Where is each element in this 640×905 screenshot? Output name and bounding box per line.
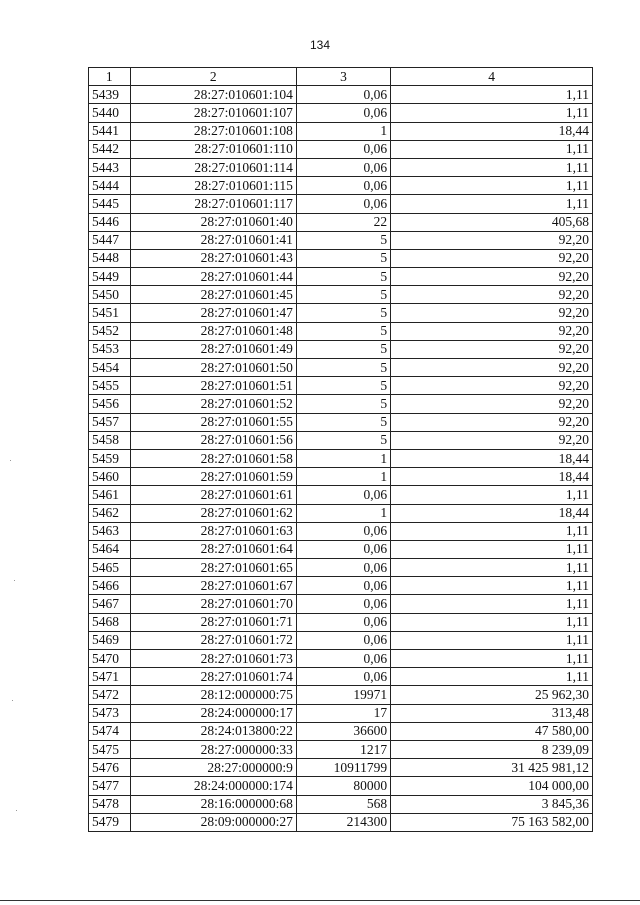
cadastral-number-cell: 28:27:010601:107 bbox=[130, 104, 296, 122]
area-cell: 0,06 bbox=[296, 522, 390, 540]
area-cell: 1 bbox=[296, 468, 390, 486]
area-cell: 5 bbox=[296, 268, 390, 286]
value-cell: 92,20 bbox=[391, 249, 593, 267]
value-cell: 1,11 bbox=[391, 577, 593, 595]
column-header-2: 2 bbox=[130, 68, 296, 86]
area-cell: 5 bbox=[296, 395, 390, 413]
value-cell: 104 000,00 bbox=[391, 777, 593, 795]
area-cell: 17 bbox=[296, 704, 390, 722]
value-cell: 75 163 582,00 bbox=[391, 813, 593, 831]
table-row bbox=[89, 359, 593, 377]
value-cell: 25 962,30 bbox=[391, 686, 593, 704]
row-number-cell: 5451 bbox=[89, 304, 131, 322]
column-header-4: 4 bbox=[391, 68, 593, 86]
value-cell: 18,44 bbox=[391, 468, 593, 486]
value-cell: 1,11 bbox=[391, 631, 593, 649]
cadastral-number-cell: 28:27:010601:44 bbox=[130, 268, 296, 286]
cadastral-number-cell: 28:27:010601:47 bbox=[130, 304, 296, 322]
row-number-cell: 5457 bbox=[89, 413, 131, 431]
row-number-cell: 5473 bbox=[89, 704, 131, 722]
row-number-cell: 5439 bbox=[89, 86, 131, 104]
value-cell: 313,48 bbox=[391, 704, 593, 722]
table-row bbox=[89, 395, 593, 413]
area-cell: 19971 bbox=[296, 686, 390, 704]
row-number-cell: 5475 bbox=[89, 740, 131, 758]
cadastral-number-cell: 28:27:010601:110 bbox=[130, 140, 296, 158]
row-number-cell: 5476 bbox=[89, 759, 131, 777]
area-cell: 0,06 bbox=[296, 577, 390, 595]
cadastral-number-cell: 28:27:010601:74 bbox=[130, 668, 296, 686]
area-cell: 22 bbox=[296, 213, 390, 231]
table-row bbox=[89, 540, 593, 558]
cadastral-number-cell: 28:27:010601:65 bbox=[130, 559, 296, 577]
row-number-cell: 5462 bbox=[89, 504, 131, 522]
value-cell: 405,68 bbox=[391, 213, 593, 231]
row-number-cell: 5469 bbox=[89, 631, 131, 649]
row-number-cell: 5454 bbox=[89, 359, 131, 377]
row-number-cell: 5460 bbox=[89, 468, 131, 486]
value-cell: 1,11 bbox=[391, 86, 593, 104]
row-number-cell: 5442 bbox=[89, 140, 131, 158]
value-cell: 1,11 bbox=[391, 522, 593, 540]
table-row bbox=[89, 340, 593, 358]
table-row bbox=[89, 377, 593, 395]
value-cell: 31 425 981,12 bbox=[391, 759, 593, 777]
cadastral-number-cell: 28:27:010601:71 bbox=[130, 613, 296, 631]
table-row bbox=[89, 686, 593, 704]
value-cell: 1,11 bbox=[391, 650, 593, 668]
row-number-cell: 5440 bbox=[89, 104, 131, 122]
area-cell: 5 bbox=[296, 322, 390, 340]
row-number-cell: 5461 bbox=[89, 486, 131, 504]
cadastral-number-cell: 28:27:010601:70 bbox=[130, 595, 296, 613]
table-row bbox=[89, 795, 593, 813]
table-row bbox=[89, 322, 593, 340]
area-cell: 0,06 bbox=[296, 613, 390, 631]
cadastral-number-cell: 28:27:010601:61 bbox=[130, 486, 296, 504]
area-cell: 568 bbox=[296, 795, 390, 813]
area-cell: 0,06 bbox=[296, 668, 390, 686]
cadastral-number-cell: 28:27:010601:73 bbox=[130, 650, 296, 668]
row-number-cell: 5453 bbox=[89, 340, 131, 358]
cadastral-number-cell: 28:27:010601:40 bbox=[130, 213, 296, 231]
row-number-cell: 5479 bbox=[89, 813, 131, 831]
row-number-cell: 5468 bbox=[89, 613, 131, 631]
cadastral-number-cell: 28:27:010601:56 bbox=[130, 431, 296, 449]
cadastral-number-cell: 28:27:010601:117 bbox=[130, 195, 296, 213]
value-cell: 1,11 bbox=[391, 559, 593, 577]
row-number-cell: 5472 bbox=[89, 686, 131, 704]
area-cell: 0,06 bbox=[296, 595, 390, 613]
value-cell: 47 580,00 bbox=[391, 722, 593, 740]
value-cell: 92,20 bbox=[391, 322, 593, 340]
row-number-cell: 5477 bbox=[89, 777, 131, 795]
area-cell: 0,06 bbox=[296, 158, 390, 176]
area-cell: 5 bbox=[296, 359, 390, 377]
cadastral-number-cell: 28:27:010601:58 bbox=[130, 449, 296, 467]
value-cell: 1,11 bbox=[391, 540, 593, 558]
table-row bbox=[89, 86, 593, 104]
cadastral-number-cell: 28:27:010601:72 bbox=[130, 631, 296, 649]
table-row bbox=[89, 504, 593, 522]
value-cell: 1,11 bbox=[391, 177, 593, 195]
value-cell: 18,44 bbox=[391, 504, 593, 522]
value-cell: 92,20 bbox=[391, 268, 593, 286]
table-row bbox=[89, 231, 593, 249]
table-row bbox=[89, 740, 593, 758]
cadastral-number-cell: 28:27:000000:9 bbox=[130, 759, 296, 777]
cadastral-number-cell: 28:27:010601:43 bbox=[130, 249, 296, 267]
value-cell: 1,11 bbox=[391, 668, 593, 686]
area-cell: 0,06 bbox=[296, 631, 390, 649]
table-row bbox=[89, 759, 593, 777]
area-cell: 5 bbox=[296, 304, 390, 322]
table-row bbox=[89, 304, 593, 322]
cadastral-number-cell: 28:27:010601:62 bbox=[130, 504, 296, 522]
header-row bbox=[89, 68, 593, 86]
table-header bbox=[89, 68, 593, 86]
table-row bbox=[89, 631, 593, 649]
scan-speck bbox=[16, 810, 17, 811]
row-number-cell: 5465 bbox=[89, 559, 131, 577]
table-row bbox=[89, 213, 593, 231]
cadastral-number-cell: 28:27:010601:67 bbox=[130, 577, 296, 595]
cadastral-number-cell: 28:27:010601:41 bbox=[130, 231, 296, 249]
table-body bbox=[89, 86, 593, 832]
row-number-cell: 5456 bbox=[89, 395, 131, 413]
table-row bbox=[89, 249, 593, 267]
value-cell: 1,11 bbox=[391, 140, 593, 158]
table-row bbox=[89, 722, 593, 740]
table-row bbox=[89, 522, 593, 540]
table-row bbox=[89, 104, 593, 122]
row-number-cell: 5448 bbox=[89, 249, 131, 267]
area-cell: 0,06 bbox=[296, 486, 390, 504]
table-row bbox=[89, 195, 593, 213]
table-row bbox=[89, 431, 593, 449]
row-number-cell: 5455 bbox=[89, 377, 131, 395]
table-row bbox=[89, 577, 593, 595]
area-cell: 0,06 bbox=[296, 650, 390, 668]
area-cell: 5 bbox=[296, 340, 390, 358]
value-cell: 18,44 bbox=[391, 449, 593, 467]
cadastral-number-cell: 28:27:010601:115 bbox=[130, 177, 296, 195]
column-header-3: 3 bbox=[296, 68, 390, 86]
row-number-cell: 5478 bbox=[89, 795, 131, 813]
value-cell: 18,44 bbox=[391, 122, 593, 140]
area-cell: 1 bbox=[296, 122, 390, 140]
row-number-cell: 5450 bbox=[89, 286, 131, 304]
table-row bbox=[89, 177, 593, 195]
row-number-cell: 5471 bbox=[89, 668, 131, 686]
row-number-cell: 5467 bbox=[89, 595, 131, 613]
table-row bbox=[89, 813, 593, 831]
value-cell: 1,11 bbox=[391, 486, 593, 504]
cadastral-number-cell: 28:27:010601:59 bbox=[130, 468, 296, 486]
row-number-cell: 5474 bbox=[89, 722, 131, 740]
value-cell: 92,20 bbox=[391, 231, 593, 249]
area-cell: 10911799 bbox=[296, 759, 390, 777]
table-row bbox=[89, 158, 593, 176]
table-row bbox=[89, 613, 593, 631]
area-cell: 5 bbox=[296, 413, 390, 431]
area-cell: 1 bbox=[296, 504, 390, 522]
row-number-cell: 5443 bbox=[89, 158, 131, 176]
value-cell: 92,20 bbox=[391, 395, 593, 413]
cadastral-number-cell: 28:27:010601:114 bbox=[130, 158, 296, 176]
value-cell: 1,11 bbox=[391, 158, 593, 176]
table-row bbox=[89, 704, 593, 722]
page-number: 134 bbox=[309, 38, 331, 52]
area-cell: 1 bbox=[296, 449, 390, 467]
row-number-cell: 5463 bbox=[89, 522, 131, 540]
row-number-cell: 5449 bbox=[89, 268, 131, 286]
cadastral-number-cell: 28:16:000000:68 bbox=[130, 795, 296, 813]
row-number-cell: 5441 bbox=[89, 122, 131, 140]
area-cell: 5 bbox=[296, 377, 390, 395]
table-row bbox=[89, 122, 593, 140]
area-cell: 5 bbox=[296, 286, 390, 304]
area-cell: 5 bbox=[296, 231, 390, 249]
row-number-cell: 5452 bbox=[89, 322, 131, 340]
area-cell: 0,06 bbox=[296, 104, 390, 122]
table-row bbox=[89, 468, 593, 486]
area-cell: 0,06 bbox=[296, 540, 390, 558]
value-cell: 92,20 bbox=[391, 431, 593, 449]
table-row bbox=[89, 668, 593, 686]
table-row bbox=[89, 650, 593, 668]
table-row bbox=[89, 559, 593, 577]
value-cell: 92,20 bbox=[391, 340, 593, 358]
table-row bbox=[89, 268, 593, 286]
cadastral-number-cell: 28:27:000000:33 bbox=[130, 740, 296, 758]
value-cell: 92,20 bbox=[391, 377, 593, 395]
area-cell: 0,06 bbox=[296, 559, 390, 577]
cadastral-number-cell: 28:24:000000:174 bbox=[130, 777, 296, 795]
value-cell: 92,20 bbox=[391, 359, 593, 377]
table-row bbox=[89, 777, 593, 795]
area-cell: 0,06 bbox=[296, 177, 390, 195]
row-number-cell: 5464 bbox=[89, 540, 131, 558]
value-cell: 1,11 bbox=[391, 613, 593, 631]
cadastral-number-cell: 28:24:013800:22 bbox=[130, 722, 296, 740]
table-row bbox=[89, 449, 593, 467]
row-number-cell: 5470 bbox=[89, 650, 131, 668]
cadastral-number-cell: 28:27:010601:104 bbox=[130, 86, 296, 104]
value-cell: 1,11 bbox=[391, 195, 593, 213]
cadastral-number-cell: 28:27:010601:108 bbox=[130, 122, 296, 140]
row-number-cell: 5466 bbox=[89, 577, 131, 595]
area-cell: 1217 bbox=[296, 740, 390, 758]
cadastral-number-cell: 28:24:000000:17 bbox=[130, 704, 296, 722]
row-number-cell: 5446 bbox=[89, 213, 131, 231]
scan-speck bbox=[14, 580, 15, 581]
row-number-cell: 5447 bbox=[89, 231, 131, 249]
value-cell: 92,20 bbox=[391, 413, 593, 431]
scan-bottom-edge bbox=[0, 900, 640, 901]
table-row bbox=[89, 486, 593, 504]
area-cell: 80000 bbox=[296, 777, 390, 795]
value-cell: 3 845,36 bbox=[391, 795, 593, 813]
value-cell: 8 239,09 bbox=[391, 740, 593, 758]
area-cell: 0,06 bbox=[296, 195, 390, 213]
area-cell: 36600 bbox=[296, 722, 390, 740]
area-cell: 0,06 bbox=[296, 86, 390, 104]
cadastral-number-cell: 28:27:010601:45 bbox=[130, 286, 296, 304]
cadastral-number-cell: 28:27:010601:55 bbox=[130, 413, 296, 431]
scan-speck bbox=[10, 460, 11, 461]
area-cell: 0,06 bbox=[296, 140, 390, 158]
cadastral-number-cell: 28:27:010601:52 bbox=[130, 395, 296, 413]
value-cell: 92,20 bbox=[391, 304, 593, 322]
cadastral-number-cell: 28:27:010601:48 bbox=[130, 322, 296, 340]
table-row bbox=[89, 595, 593, 613]
land-plot-table bbox=[88, 67, 593, 832]
cadastral-number-cell: 28:27:010601:49 bbox=[130, 340, 296, 358]
cadastral-number-cell: 28:27:010601:63 bbox=[130, 522, 296, 540]
column-header-1: 1 bbox=[89, 68, 131, 86]
area-cell: 5 bbox=[296, 249, 390, 267]
cadastral-number-cell: 28:12:000000:75 bbox=[130, 686, 296, 704]
table-row bbox=[89, 413, 593, 431]
value-cell: 1,11 bbox=[391, 595, 593, 613]
cadastral-number-cell: 28:27:010601:51 bbox=[130, 377, 296, 395]
area-cell: 5 bbox=[296, 431, 390, 449]
value-cell: 92,20 bbox=[391, 286, 593, 304]
cadastral-number-cell: 28:27:010601:50 bbox=[130, 359, 296, 377]
row-number-cell: 5458 bbox=[89, 431, 131, 449]
row-number-cell: 5444 bbox=[89, 177, 131, 195]
table-row bbox=[89, 140, 593, 158]
table-row bbox=[89, 286, 593, 304]
cadastral-number-cell: 28:27:010601:64 bbox=[130, 540, 296, 558]
area-cell: 214300 bbox=[296, 813, 390, 831]
cadastral-number-cell: 28:09:000000:27 bbox=[130, 813, 296, 831]
value-cell: 1,11 bbox=[391, 104, 593, 122]
scan-speck bbox=[12, 700, 13, 701]
row-number-cell: 5459 bbox=[89, 449, 131, 467]
row-number-cell: 5445 bbox=[89, 195, 131, 213]
